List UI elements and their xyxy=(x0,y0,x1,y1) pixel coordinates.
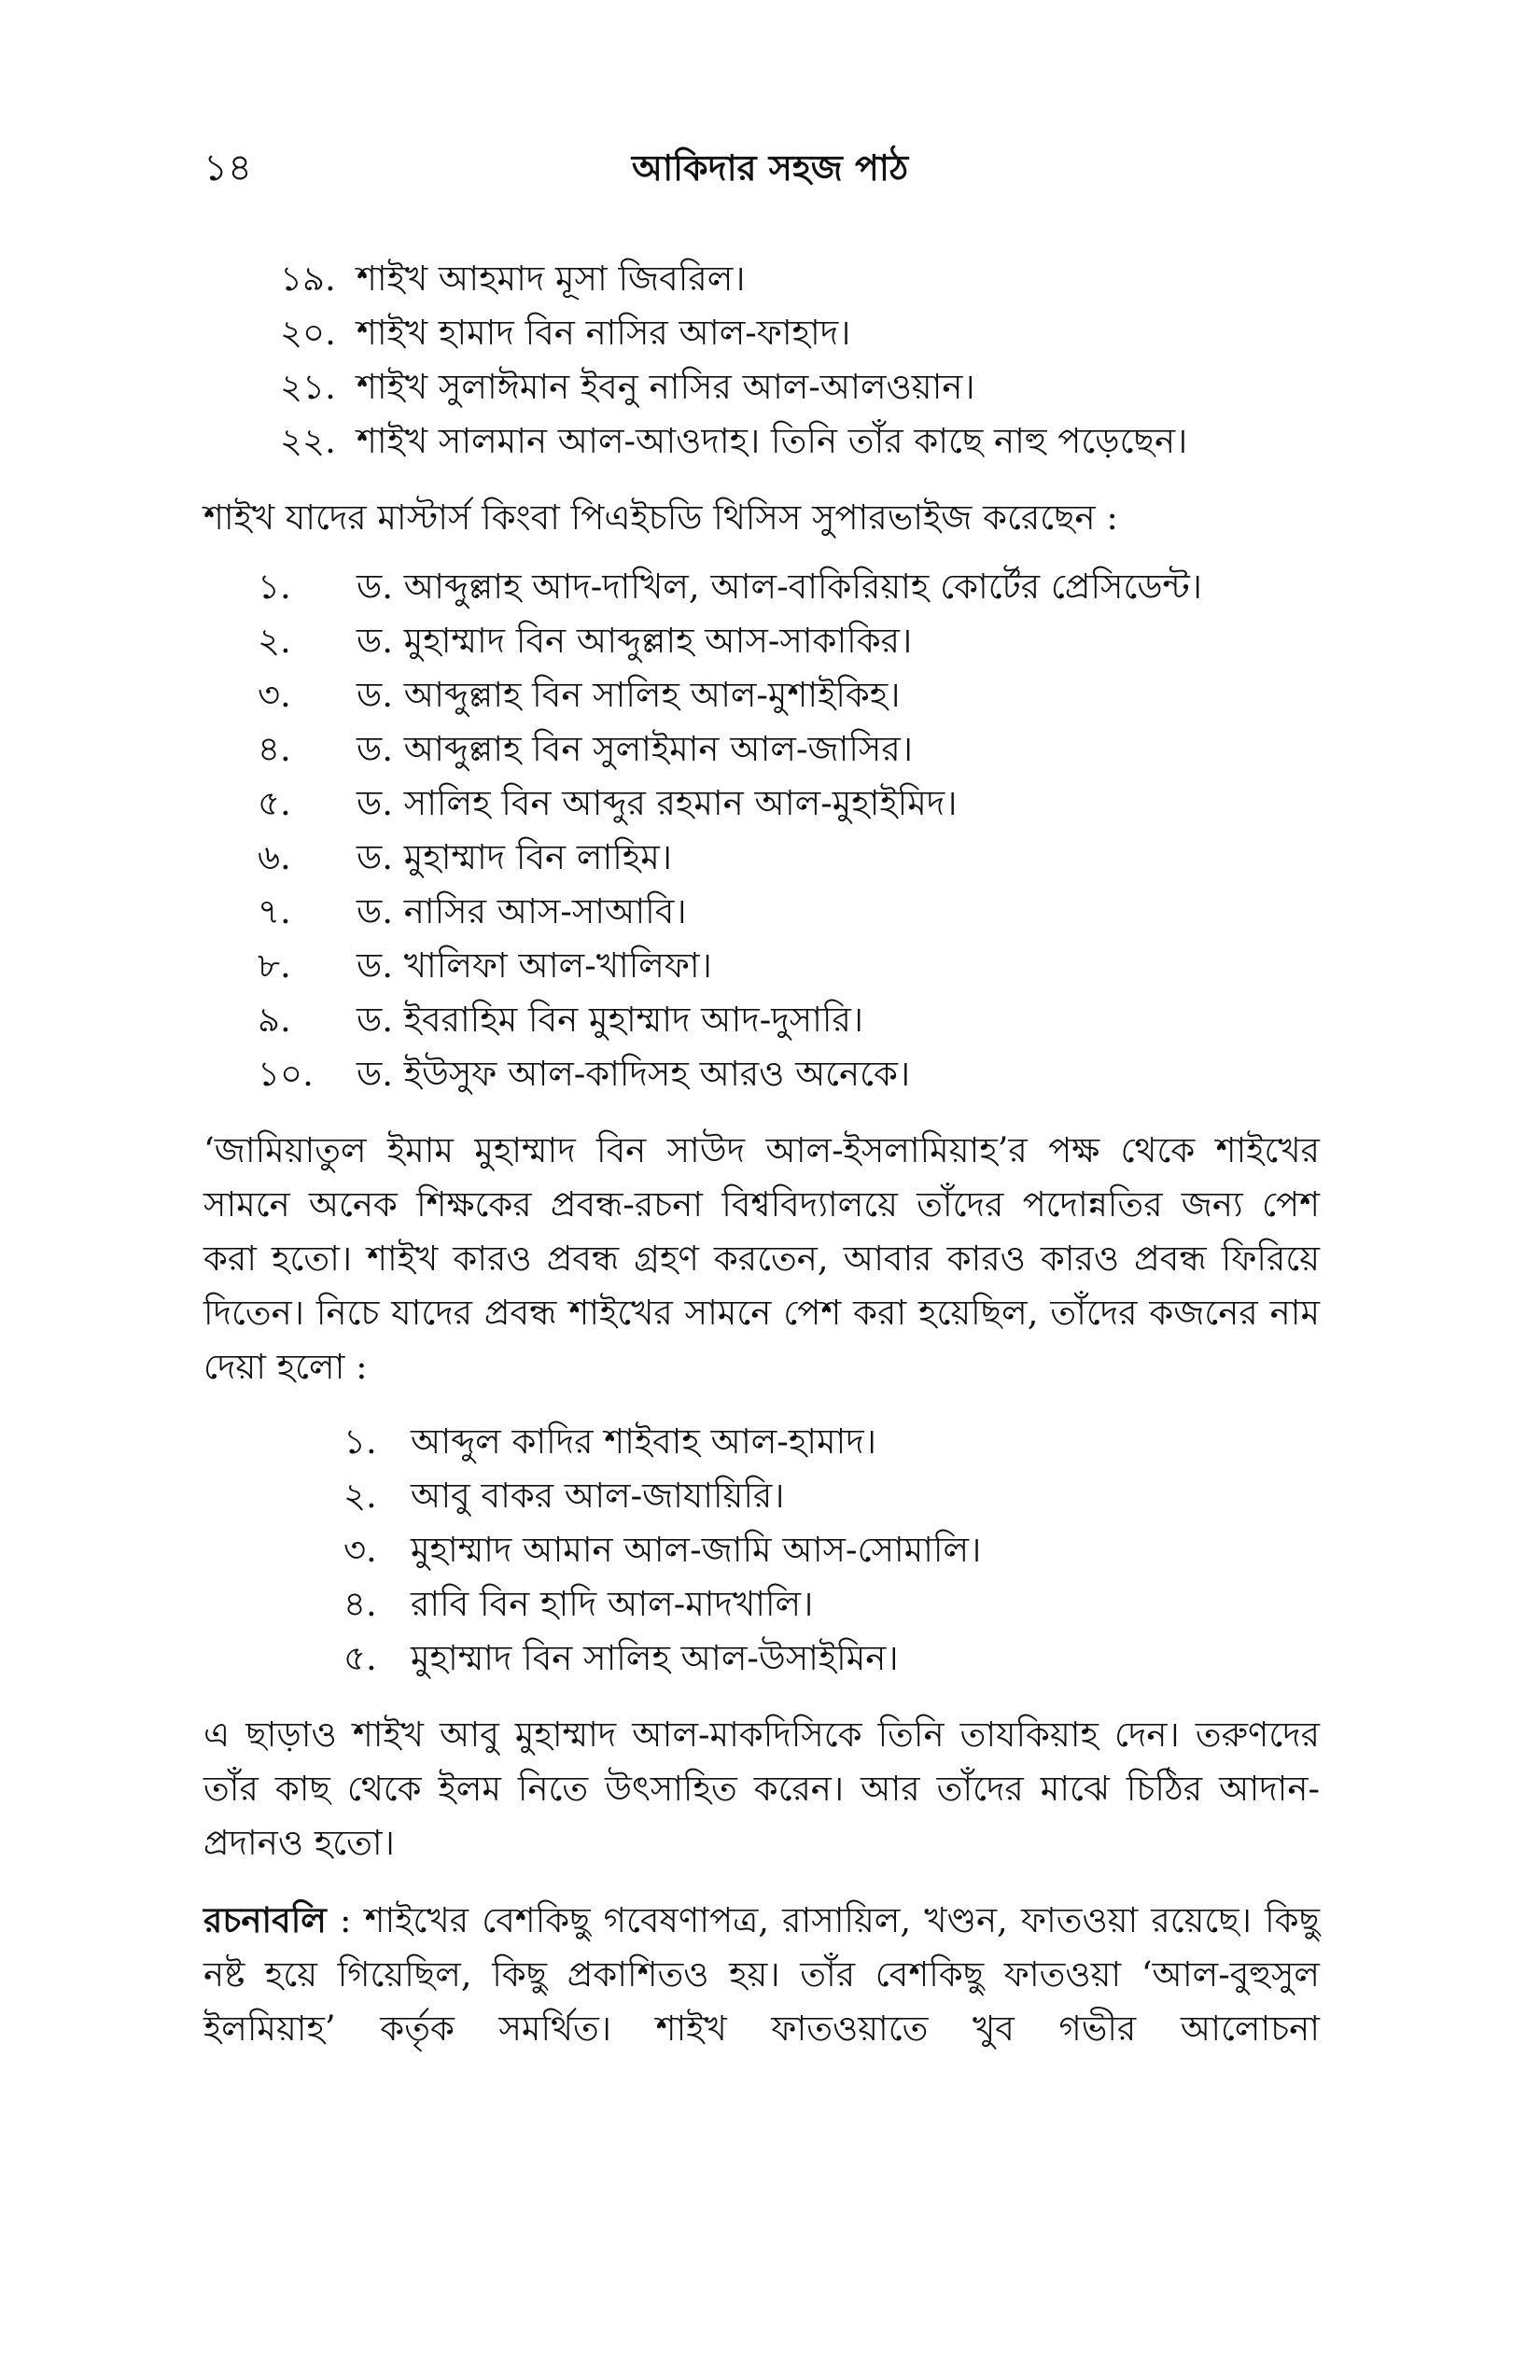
list-item xyxy=(280,252,1320,306)
list-number: ১৯. xyxy=(280,259,336,299)
list-item xyxy=(258,885,1320,939)
list-number: ৬. xyxy=(258,837,291,877)
running-title: আকিদার সহজ পাঠ xyxy=(631,147,909,189)
list-item xyxy=(343,1577,1320,1631)
list-number: ২. xyxy=(343,1476,377,1516)
list-number: ৮. xyxy=(258,945,291,986)
list-text: ড. ইউসুফ আল-কাদিসহ আরও অনেকে। xyxy=(357,1054,911,1094)
list-item xyxy=(280,306,1320,360)
list-item xyxy=(258,777,1320,831)
list-text: ড. ইবরাহিম বিন মুহাম্মাদ আদ-দুসারি। xyxy=(357,1000,864,1040)
list-text: শাইখ আহমাদ মূসা জিবরিল। xyxy=(357,259,746,299)
list-text: মুহাম্মাদ বিন সালিহ আল-উসাইমিন। xyxy=(411,1638,899,1678)
list-number: ২. xyxy=(258,621,291,661)
page-number: ১৪ xyxy=(203,147,252,189)
list-text: ড. আব্দুল্লাহ বিন সুলাইমান আল-জাসির। xyxy=(357,729,913,769)
supervised-list xyxy=(258,560,1320,1101)
list-number: ১. xyxy=(343,1421,377,1462)
list-item xyxy=(280,414,1320,469)
works-paragraph xyxy=(203,1893,1320,2056)
list-text: ড. মুহাম্মাদ বিন লাহিম। xyxy=(357,837,672,877)
list-item xyxy=(258,993,1320,1047)
list-text: মুহাম্মাদ আমান আল-জামি আস-সোমালি। xyxy=(411,1530,982,1570)
list-text: শাইখ হামাদ বিন নাসির আল-ফাহাদ। xyxy=(357,313,851,353)
teachers-list xyxy=(280,252,1320,469)
list-item xyxy=(258,560,1320,614)
list-number: ১০. xyxy=(258,1054,314,1094)
list-item xyxy=(258,1047,1320,1101)
list-number: ৪. xyxy=(258,729,291,769)
essays-list xyxy=(343,1415,1320,1686)
list-item xyxy=(280,360,1320,414)
list-text: আব্দুল কাদির শাইবাহ আল-হামাদ। xyxy=(411,1421,876,1462)
list-item xyxy=(343,1469,1320,1523)
list-number: ১. xyxy=(258,567,291,607)
list-text: ড. আব্দুল্লাহ আদ-দাখিল, আল-বাকিরিয়াহ কোর্টের প্রেসিডেন্ট। xyxy=(357,567,1202,607)
list-number: ২০. xyxy=(280,313,336,353)
list-number: ৭. xyxy=(258,891,291,931)
works-text: : শাইখের বেশকিছু গবেষণাপত্র, রাসায়িল, খণ্ডন, ফাতওয়া রয়েছে। কিছু নষ্ট হয়ে গিয়েছিল, কিছু প্রকাশিতও হয়। তাঁর বেশকিছু ফাতওয়া ‘আল-বুহুসুল ইলমিয়াহ’ কর্তৃক সমর্থিত। শাইখ ফাতওয়াতে খুব গভীর আলোচনা xyxy=(203,1900,1320,2049)
page-header xyxy=(203,140,1337,196)
list-text: শাইখ সুলাঈমান ইবনু নাসির আল-আলওয়ান। xyxy=(357,367,975,407)
list-item xyxy=(258,831,1320,885)
list-item xyxy=(258,722,1320,777)
list-item xyxy=(343,1523,1320,1577)
list-item xyxy=(343,1631,1320,1686)
list-item xyxy=(343,1415,1320,1469)
list-text: ড. আব্দুল্লাহ বিন সালিহ আল-মুশাইকিহ। xyxy=(357,675,901,715)
list-number: ৩. xyxy=(343,1530,377,1570)
list-text: ড. নাসির আস-সাআবি। xyxy=(357,891,687,931)
maqdisi-paragraph: এ ছাড়াও শাইখ আবু মুহাম্মাদ আল-মাকদিসিকে তিনি তাযকিয়াহ দেন। তরুণদের তাঁর কাছ থেকে ইলম নিতে উৎসাহিত করেন। আর তাঁদের মাঝে চিঠির আদান-প্রদানও হতো। xyxy=(203,1715,1320,1863)
university-paragraph: ‘জামিয়াতুল ইমাম মুহাম্মাদ বিন সাউদ আল-ইসলামিয়াহ’র পক্ষ থেকে শাইখের সামনে অনেক শিক্ষকের প্রবন্ধ-রচনা বিশ্ববিদ্যালয়ে তাঁদের পদোন্নতির জন্য পেশ করা হতো। শাইখ কারও প্রবন্ধ গ্রহণ করতেন, আবার কারও কারও প্রবন্ধ ফিরিয়ে দিতেন। নিচে যাদের প্রবন্ধ শাইখের সামনে পেশ করা হয়েছিল, তাঁদের কজনের নাম দেয়া হলো : xyxy=(203,1130,1320,1387)
list-number: ২২. xyxy=(280,421,336,461)
list-number: ৫. xyxy=(258,783,291,823)
list-number: ৪. xyxy=(343,1584,377,1624)
list-text: রাবি বিন হাদি আল-মাদখালি। xyxy=(411,1584,814,1624)
list-text: শাইখ সালমান আল-আওদাহ। তিনি তাঁর কাছে নাহু পড়েছেন। xyxy=(357,421,1188,461)
list-text: ড. খালিফা আল-খালিফা। xyxy=(357,945,712,986)
list-text: ড. সালিহ বিন আব্দুর রহমান আল-মুহাইমিদ। xyxy=(357,783,958,823)
list-number: ৯. xyxy=(258,1000,291,1040)
list-number: ২১. xyxy=(280,367,336,407)
list-number: ৫. xyxy=(343,1638,377,1678)
page-content xyxy=(203,252,1320,2056)
works-label: রচনাবলি xyxy=(203,1899,327,1940)
list-text: আবু বাকর আল-জাযায়িরি। xyxy=(411,1476,785,1516)
supervised-intro: শাইখ যাদের মাস্টার্স কিংবা পিএইচডি থিসিস সুপারভাইজ করেছেন : xyxy=(203,497,1118,538)
list-text: ড. মুহাম্মাদ বিন আব্দুল্লাহ আস-সাকাকির। xyxy=(357,621,913,661)
list-item xyxy=(258,614,1320,668)
list-item xyxy=(258,939,1320,993)
list-number: ৩. xyxy=(258,675,291,715)
list-item xyxy=(258,668,1320,722)
